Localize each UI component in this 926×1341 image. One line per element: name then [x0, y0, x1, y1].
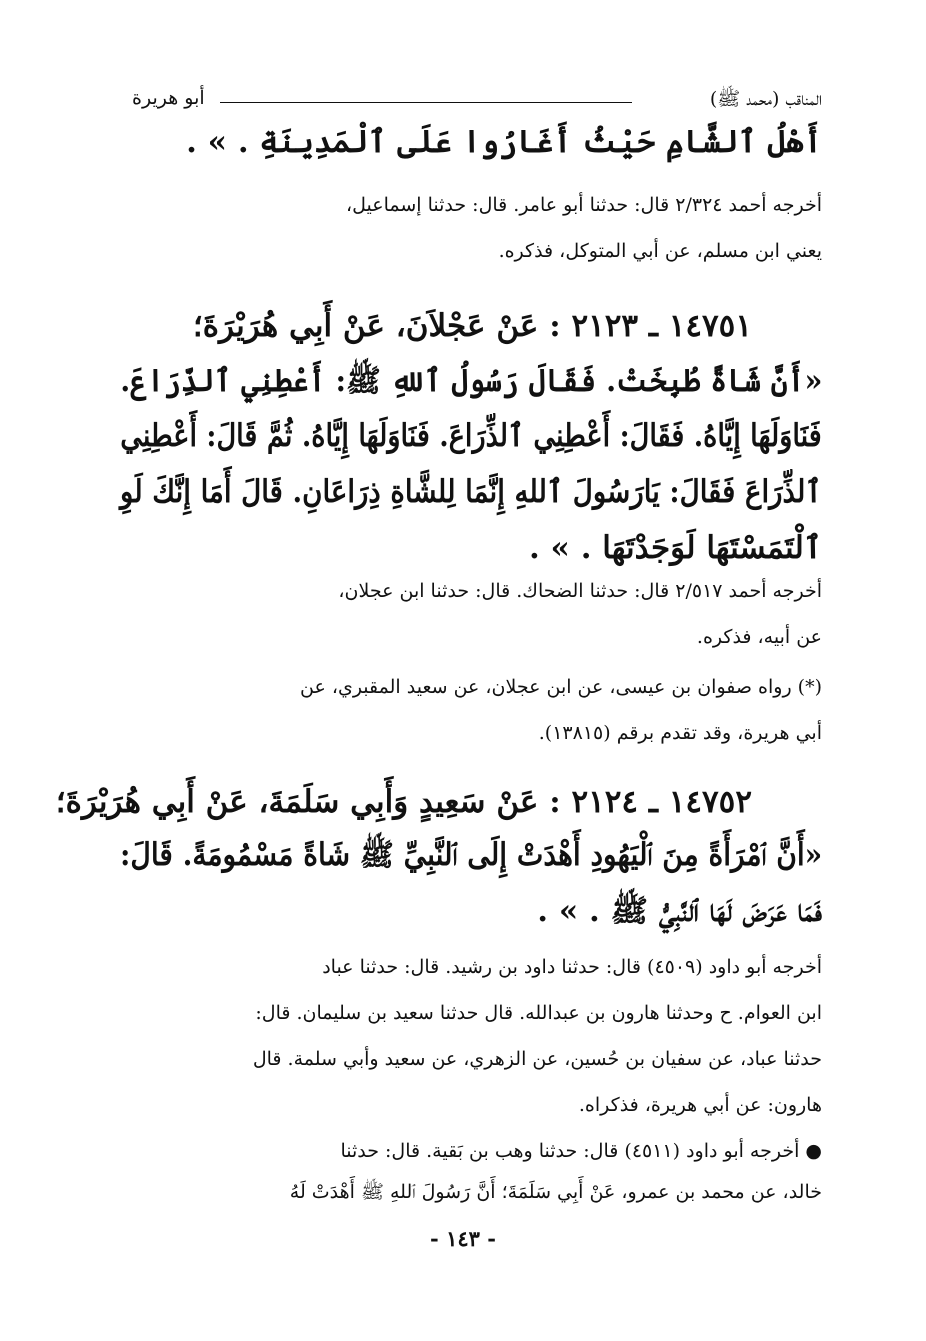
takhrij-line: أخرجه أحمد ٢/٥١٧ قال: حدثنا الضحاك. قال: حدثنا ابن عجلان،	[338, 580, 822, 602]
hadith-text-line: ٱلذِّرَاعَ فَقَالَ: يَارَسُولَ ٱللهِ إِنَّمَا لِلشَّاةِ ذِرَاعَانِ. قَالَ أَمَا إِنَّكَ لَوِ	[120, 474, 822, 510]
takhrij-line: خالد، عن محمد بن عمرو، عَنْ أَبِي سَلَمَةَ؛ أَنَّ رَسُولَ ٱللهِ ﷺ أَهْدَتْ لَهُ	[289, 1181, 822, 1203]
takhrij-line: ● أخرجه أبو داود (٤٥١١) قال: حدثنا وهب بن بَقية. قال: حدثنا	[340, 1140, 822, 1162]
header-rule	[220, 102, 632, 103]
hadith-text-line: أَهْلُ ٱلشَّامِ حَيْثُ أَغَارُوا عَلَى ٱلْمَدِينَةِ . » .	[186, 124, 822, 160]
hadith-heading-14752: ١٤٧٥٢ ـ ٢١٢٤ : عَنْ سَعِيدٍ وَأَبِي سَلَمَةَ، عَنْ أَبِي هُرَيْرَةَ؛	[55, 784, 752, 820]
takhrij-line: أخرجه أبو داود (٤٥٠٩) قال: حدثنا داود بن رشيد. قال: حدثنا عباد	[322, 956, 822, 978]
hadith-text-line: «أَنَّ شَاةً طُبِخَتْ. فَقَالَ رَسُولُ ٱللهِ ﷺ: أَعْطِنِي ٱلذِّرَاعَ.	[119, 363, 822, 399]
running-header-section: أبو هريرة	[132, 87, 205, 109]
running-header-chapter: المناقب (محمد ﷺ)	[709, 88, 822, 110]
hadith-text-line: ٱلْتَمَسْتَهَا لَوَجَدْتَهَا . » .	[528, 530, 822, 566]
takhrij-line: حدثنا عباد، عن سفيان بن حُسين، عن الزهري، عن سعيد وأبي سلمة. قال	[252, 1048, 822, 1070]
takhrij-line: يعني ابن مسلم، عن أبي المتوكل، فذكره.	[498, 240, 822, 262]
page-number: - ١٤٣ -	[430, 1226, 496, 1251]
note-line: (*) رواه صفوان بن عيسى، عن ابن عجلان، عن سعيد المقبري، عن	[299, 676, 822, 698]
hadith-text-line: «أَنَّ ٱمْرَأَةً مِنَ ٱلْيَهُودِ أَهْدَتْ إِلَى ٱلنَّبِيِّ ﷺ شَاةً مَسْمُومَةً. قَالَ:	[119, 837, 822, 873]
hadith-text-line: فَنَاوَلَهَا إِيَّاهُ. فَقَالَ: أَعْطِنِي ٱلذِّرَاعَ. فَنَاوَلَهَا إِيَّاهُ. ثُمَّ قَالَ: أَعْطِنِي	[120, 418, 822, 454]
takhrij-line: عن أبيه، فذكره.	[696, 626, 822, 648]
takhrij-line: ابن العوام. ح وحدثنا هارون بن عبدالله. قال حدثنا سعيد بن سليمان. قال:	[255, 1002, 822, 1024]
hadith-text-line: فَمَا عَرَضَ لَهَا ٱلنَّبِيُّ ﷺ . » .	[537, 893, 822, 929]
takhrij-line: أخرجه أحمد ٢/٣٢٤ قال: حدثنا أبو عامر. قال: حدثنا إسماعيل،	[346, 194, 822, 216]
takhrij-line: هارون: عن أبي هريرة، فذكراه.	[578, 1094, 822, 1116]
hadith-heading-14751: ١٤٧٥١ ـ ٢١٢٣ : عَنْ عَجْلاَنَ، عَنْ أَبِي هُرَيْرَةَ؛	[192, 308, 752, 344]
note-line: أبي هريرة، وقد تقدم برقم (١٣٨١٥).	[538, 722, 822, 744]
